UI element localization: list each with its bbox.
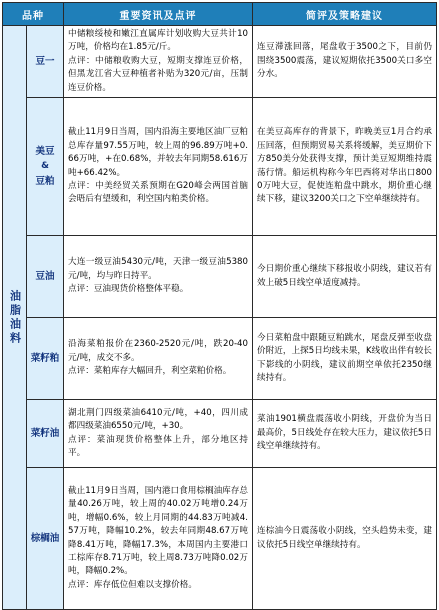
- header-news: 重要资讯及点评: [64, 3, 253, 26]
- news-comment: 点评：豆油现货价格整体平稳。: [68, 284, 189, 295]
- variety-name: 菜籽粕: [27, 318, 64, 400]
- news-cell: [64, 400, 253, 468]
- strategy-comment: 菜油1901横盘震荡收小阴线，开盘价为当日最高价，5日线处存在较大压力，建议依托5日线空单继续持有。: [253, 400, 437, 468]
- header-comment: 简评及策略建议: [253, 3, 437, 26]
- news-text: 截止11月9日当周，国内港口食用棕榈油库存总量40.26万吨，较上周的40.02万吨增0.24万吨，增幅0.6%，较上月同期的44.83万吨减4.57万吨，降幅10.2%，较去年同期48.67万吨降8.41万吨，降幅17.3%，本周国内主要港口工棕库存8.71万吨，较上周8.73万吨降0.02万吨，降幅0.2%。: [68, 485, 248, 577]
- news-text: 中储粮绥棱和嫩江直属库计划收购大豆共计10万吨，价格均在1.85元/斤。: [68, 29, 248, 53]
- table-row: [3, 26, 437, 98]
- news-comment: 点评：库存低位但难以支撑价格。: [68, 579, 197, 590]
- market-report-table: [2, 2, 437, 610]
- news-comment: 点评：中储粮收购大豆，短期支撑连豆价格，但黑龙江省大豆种植者补贴为320元/亩，压制连豆价格。: [68, 55, 248, 93]
- strategy-comment: 连豆滞涨回落，尾盘收于3500之下，目前仍围绕3500震荡，建议短期依托3500关口多空分水。: [253, 26, 437, 98]
- strategy-comment: 连棕油今日震荡收小阴线，空头趋势未变，建议依托5日线空单继续持有。: [253, 468, 437, 610]
- table-row: [3, 98, 437, 236]
- table-row: [3, 468, 437, 610]
- strategy-comment: 今日菜粕盘中跟随豆粕跳水，尾盘反弹至收盘价附近，上探5日均线未果，K线收出伴有较长下影线的小阴线，建议前期空单依托2350继续持有。: [253, 318, 437, 400]
- variety-name: [27, 98, 64, 236]
- table-row: [3, 236, 437, 318]
- news-comment: 点评：菜粕库存大幅回升，利空菜粕价格。: [68, 366, 232, 377]
- news-cell: [64, 468, 253, 610]
- strategy-comment: 在美豆高库存的背景下，昨晚美豆1月合约承压回落，但预期贸易关系将缓解，美豆期价下方850美分处获得支撑，预计美豆短期维持震荡行情。船运机构称今年巴西将对华出口8000万吨大豆，促使连粕盘中跳水，期价重心继续下移，建议3200关口之下空单继续持有。: [253, 98, 437, 236]
- variety-name: 菜籽油: [27, 400, 64, 468]
- news-cell: [64, 236, 253, 318]
- table-row: [3, 318, 437, 400]
- category-cell: 油脂油料: [3, 26, 27, 610]
- variety-name: 棕榈油: [27, 468, 64, 610]
- news-text: 沿海菜粕报价在2360-2520元/吨，跌20-40元/吨，成交不多。: [68, 339, 248, 363]
- strategy-comment: 今日期价重心继续下移报收小阴线，建议若有效上破5日线空单适度减持。: [253, 236, 437, 318]
- table-row: [3, 400, 437, 468]
- news-text: 湖北荆门四级菜油6410元/吨，+40，四川成都四级菜油6550元/吨，+30。: [68, 407, 248, 432]
- news-text: 大连一级豆油5430元/吨，天津一级豆油5380元/吨，均与昨日持平。: [68, 257, 248, 281]
- news-cell: [64, 318, 253, 400]
- news-comment: 点评：中美经贸关系预期在G20峰会两国首脑会晤后有望缓和，利空国内粕类价格。: [68, 180, 248, 205]
- variety-name-bottom: 豆粕: [35, 176, 55, 188]
- header-row: [3, 3, 437, 26]
- header-variety: 品种: [3, 3, 64, 26]
- variety-name: 豆一: [27, 26, 64, 98]
- news-cell: [64, 98, 253, 236]
- variety-name: 豆油: [27, 236, 64, 318]
- variety-name-amp: &: [41, 161, 49, 172]
- news-comment: 点评：菜油现货价格整体上升，部分地区持平。: [68, 434, 248, 458]
- variety-name-top: 美豆: [35, 146, 55, 158]
- news-cell: [64, 26, 253, 98]
- news-text: 截止11月9日当周，国内沿海主要地区油厂豆粕总库存量97.55万吨，较上周的96.89万吨+0.66万吨，+在0.68%，并较去年同期58.616万吨+66.42%。: [68, 127, 248, 178]
